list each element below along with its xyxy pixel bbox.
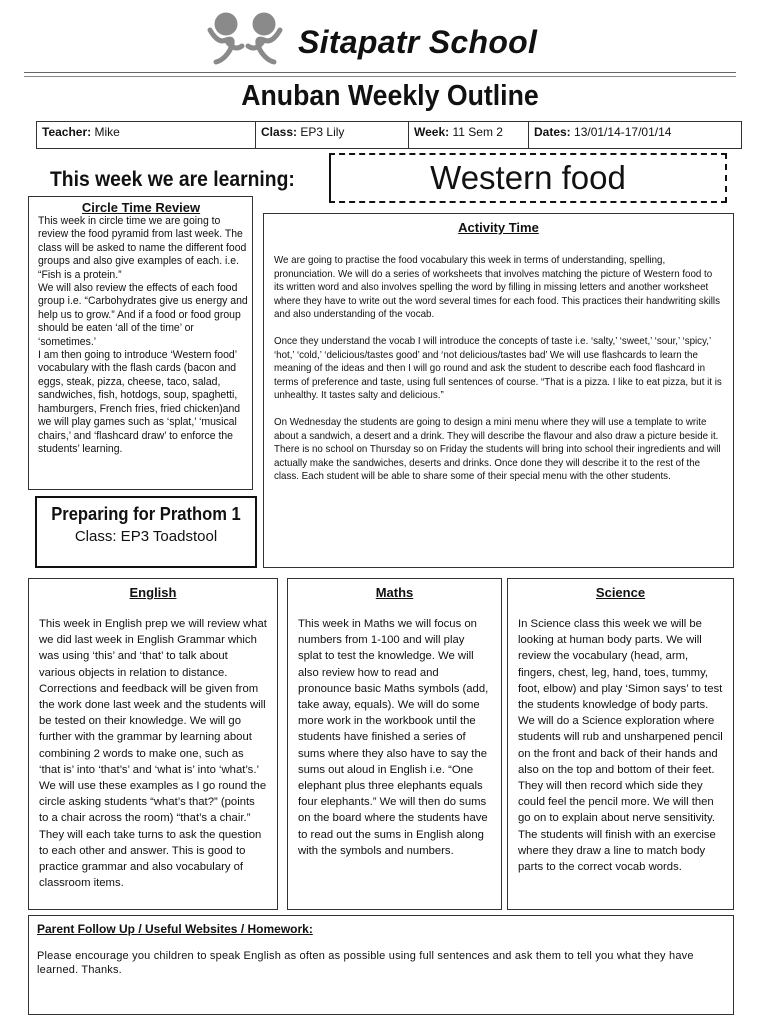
parent-follow-up-text: Please encourage you children to speak English as often as possible using full sentences and ask them to tell you what they have learned. Thanks.	[37, 950, 694, 977]
dates-label: Dates:	[534, 125, 571, 139]
science-box	[507, 578, 734, 910]
activity-time-box	[263, 213, 734, 568]
school-name: Sitapatr School	[298, 24, 538, 60]
topic-box: Western food	[329, 153, 727, 203]
teacher-cell	[37, 122, 256, 148]
week-value: 11 Sem 2	[452, 125, 503, 139]
circle-time-title: Circle Time Review	[81, 200, 201, 215]
prathom-box	[35, 496, 257, 568]
activity-time-title: Activity Time	[458, 220, 539, 235]
document-title: Anuban Weekly Outline	[241, 80, 539, 112]
maths-box	[287, 578, 502, 910]
science-title: Science	[595, 585, 646, 600]
activity-paragraph: Once they understand the vocab I will introduce the concepts of taste i.e. ‘salty,’ ‘sweet,’ ‘sour,’ ‘spicy,’ ‘hot,’ ‘cold,’ ‘delicious/tastes good’ and ‘not delicious/tastes bad’ We will use flashcards to learn the meaning of the ideas and then I will go round and ask the student to describe each food flashcard in terms of preference and taste, using full sentences of course. “That is a pizza. I like to eat pizza, but it is unhealthy. It tastes salty and delicious.”	[274, 334, 722, 402]
english-box	[28, 578, 278, 910]
week-cell	[409, 122, 529, 148]
info-table	[36, 121, 742, 149]
class-cell	[256, 122, 409, 148]
school-logo	[200, 10, 290, 68]
teacher-value: Mike	[94, 125, 120, 139]
activity-paragraph: We are going to practise the food vocabulary this week in terms of understanding, spelling, pronunciation. We will do a series of worksheets that involves matching the picture of Western food to its written word and also involves spelling the word by filling in missing letters and another worksheet where they have to write out the word several times for each food. This practices their handwriting skills and also understanding of the vocab.	[274, 254, 720, 321]
circle-time-box	[28, 196, 253, 490]
english-text: This week in English prep we will review what we did last week in English Grammar which was using ‘this’ and ‘that’ to talk about various objects in relation to distance. Corrections and feedback will be given from the work done last week and the students will be tested on their knowledge. We will go further with the grammar by learning about combining 2 words to make one, such as ‘that is’ into ‘that’s’ and ‘what is’ into ‘what’s.’ We will use these examples as I go round the circle asking students “what’s that?” (points to a chair across the room) “that’s a chair.” They will each take turns to ask the question to each other and answer. This is good to practice grammar and also vocabulary of classroom items.	[39, 618, 267, 890]
logo-figures-icon	[200, 10, 290, 68]
dates-cell	[529, 122, 741, 148]
prathom-heading: Preparing for Prathom 1	[51, 504, 241, 524]
science-text: In Science class this week we will be looking at human body parts. We will review the vocabulary (head, arm, fingers, chest, leg, hand, toes, tummy, foot, elbow) and play ‘Simon says’ to test the students knowledge of body parts. We will do a Science exploration where students will rub and unsharpened pencil on the front and back of their hands and also on the top and bottom of their feet. They will then record which side they could feel the pencil more. We will then go on to explain about nerve sensitivity. The students will finish with an exercise where they draw a line to match body parts to the correct vocab words.	[518, 618, 723, 874]
english-title: English	[129, 585, 177, 600]
parent-follow-up-box	[28, 915, 734, 1015]
class-value: EP3 Lily	[300, 125, 345, 139]
maths-title: Maths	[375, 585, 414, 600]
prathom-class: Class: EP3 Toadstool	[74, 528, 218, 545]
teacher-label: Teacher:	[42, 125, 92, 139]
header-rule	[24, 72, 736, 73]
class-label: Class:	[261, 125, 298, 139]
learning-label: This week we are learning:	[50, 168, 295, 191]
dates-value: 13/01/14-17/01/14	[574, 125, 672, 139]
circle-time-text: This week in circle time we are going to review the food pyramid from last week. The class will be asked to name the different food groups and also give examples of each. i.e. “Fish is a protein.” We will also review the effects of each food group i.e. “Carbohydrates give us energy and help us to grow.” And if a food or food group should be eaten ‘all of the time’ or ‘sometimes.’ I am then going to introduce ‘Western food’ vocabulary with the flash cards (bacon and eggs, steak, pizza, cheese, taco, salad, sandwiches, fish, hotdogs, soup, spaghetti, hamburgers, French fries, fried chicken)and we will play games such as ‘splat,’ ‘musical chairs,’ and ‘flashcard draw’ to enforce the students’ learning.	[38, 215, 248, 455]
week-label: Week:	[414, 125, 450, 139]
maths-text: This week in Maths we will focus on numbers from 1-100 and will play splat to test the knowledge. We will also review how to read and pronounce basic Maths symbols (add, take away, equals). We will do some more work in the workbook until the students have finished a series of sums where they also have to say the sums out aloud in English i.e. “One elephant plus three elephants equals four elephants.” We will then do sums on the board where the students have to read out the sums in English along with the symbols and numbers.	[298, 618, 489, 857]
header-rule-secondary	[24, 76, 736, 77]
parent-follow-up-title: Parent Follow Up / Useful Websites / Homework:	[37, 922, 313, 936]
activity-paragraph: On Wednesday the students are going to design a mini menu where they will use a template to write about a sandwich, a desert and a drink. They will describe the flavour and also draw a picture beside it. There is no school on Thursday so on Friday the students will bring into school their ingredients and will actually make the sandwiches, deserts and drinks. Once done they will describe it to the rest of the class. Each student will be able to share some of their special menu with the other students.	[274, 415, 721, 483]
